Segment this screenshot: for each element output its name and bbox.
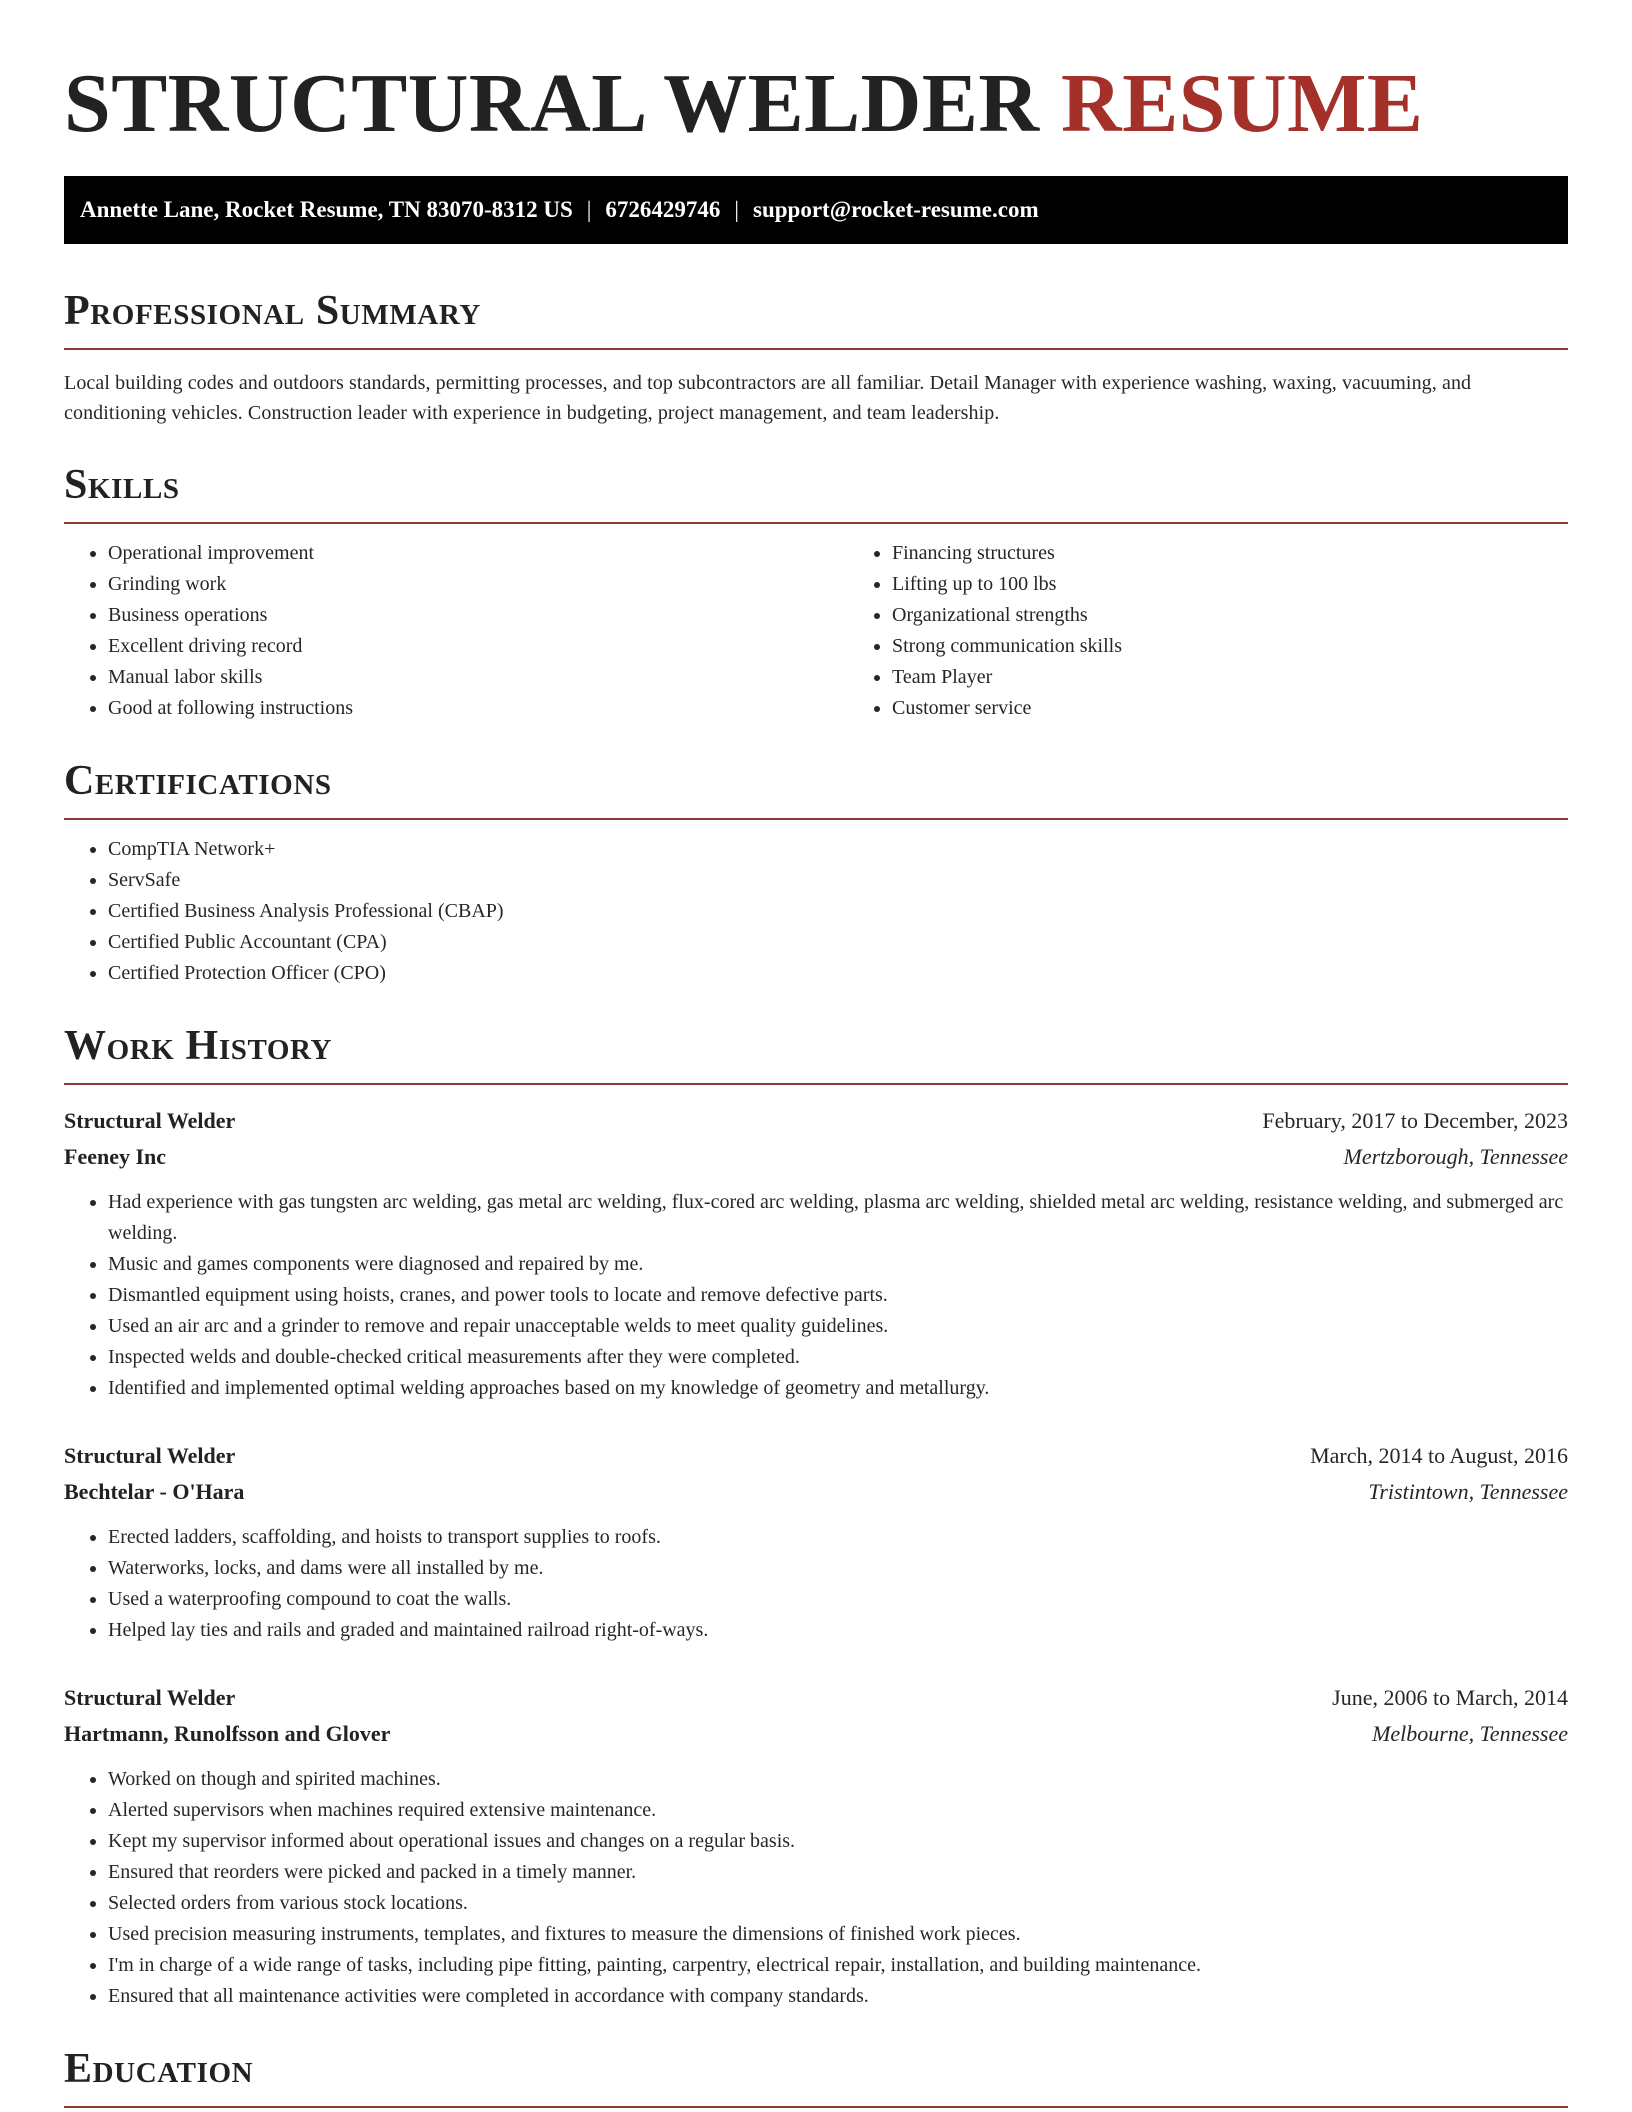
list-item: • Team Player: [892, 662, 1612, 693]
list-item: • Business operations: [108, 600, 848, 631]
job-header-row: [64, 1680, 1568, 1716]
list-item: • Good at following instructions: [108, 693, 848, 724]
job-dates: March, 2014 to August, 2016: [1310, 1443, 1568, 1468]
work-history-heading: Work History: [64, 1019, 1568, 1085]
title-main: STRUCTURAL WELDER: [64, 57, 1040, 150]
job-company: Feeney Inc: [64, 1144, 167, 1169]
skills-list-left: [64, 538, 848, 724]
list-item: • Dismantled equipment using hoists, cranes, and power tools to locate and remove defective parts.: [108, 1280, 1568, 1311]
contact-phone[interactable]: 6726429746: [605, 197, 721, 222]
list-item: • Grinding work: [108, 569, 848, 600]
list-item: • Kept my supervisor informed about operational issues and changes on a regular basis.: [108, 1826, 1568, 1857]
job-entry: [64, 1103, 1568, 1404]
list-item: • Helped lay ties and rails and graded and maintained railroad right-of-ways.: [108, 1615, 1568, 1646]
list-item: • Financing structures: [892, 538, 1612, 569]
skills-list-right: [848, 538, 1612, 724]
list-item: • Used an air arc and a grinder to remove and repair unacceptable welds to meet quality guidelines.: [108, 1311, 1568, 1342]
list-item: • Music and games components were diagnosed and repaired by me.: [108, 1249, 1568, 1280]
job-company: Hartmann, Runolfsson and Glover: [64, 1721, 391, 1746]
job-duties-list: [64, 1187, 1568, 1404]
job-entry: [64, 1438, 1568, 1646]
list-item: • Had experience with gas tungsten arc welding, gas metal arc welding, flux-cored arc welding, plasma arc welding, shielded metal arc welding, resistance welding, and submerged arc welding.: [108, 1187, 1568, 1249]
list-item: • Organizational strengths: [892, 600, 1612, 631]
list-item: • Identified and implemented optimal welding approaches based on my knowledge of geometry and metallurgy.: [108, 1373, 1568, 1404]
list-item: • Selected orders from various stock locations.: [108, 1888, 1568, 1919]
job-title: Structural Welder: [64, 1108, 236, 1133]
title-accent: RESUME: [1061, 57, 1424, 150]
list-item: • Lifting up to 100 lbs: [892, 569, 1612, 600]
job-company: Bechtelar - O'Hara: [64, 1479, 245, 1504]
list-item: • Certified Business Analysis Professional (CBAP): [108, 896, 1568, 927]
list-item: • Strong communication skills: [892, 631, 1612, 662]
list-item: • Worked on though and spirited machines.: [108, 1764, 1568, 1795]
job-duties-list: [64, 1764, 1568, 2012]
skills-heading: Skills: [64, 458, 1568, 524]
job-location: Mertzborough, Tennessee: [1343, 1144, 1568, 1169]
list-item: • Excellent driving record: [108, 631, 848, 662]
list-item: • Ensured that reorders were picked and packed in a timely manner.: [108, 1857, 1568, 1888]
list-item: • Certified Public Accountant (CPA): [108, 927, 1568, 958]
contact-bar: [64, 176, 1568, 244]
job-company-row: [64, 1716, 1568, 1752]
skills-columns: [64, 524, 1568, 724]
job-location: Melbourne, Tennessee: [1372, 1721, 1568, 1746]
job-list: [64, 1103, 1568, 2012]
job-company-row: [64, 1139, 1568, 1175]
list-item: • Ensured that all maintenance activities were completed in accordance with company standards.: [108, 1981, 1568, 2012]
job-header-row: [64, 1103, 1568, 1139]
list-item: • CompTIA Network+: [108, 834, 1568, 865]
job-entry: [64, 1680, 1568, 2012]
certifications-list: [64, 834, 1568, 989]
list-item: • Erected ladders, scaffolding, and hoists to transport supplies to roofs.: [108, 1522, 1568, 1553]
education-heading: Education: [64, 2042, 1568, 2108]
job-title: Structural Welder: [64, 1443, 236, 1468]
job-header-row: [64, 1438, 1568, 1474]
certifications-heading: Certifications: [64, 754, 1568, 820]
summary-heading: Professional Summary: [64, 284, 1568, 350]
list-item: • Certified Protection Officer (CPO): [108, 958, 1568, 989]
job-company-row: [64, 1474, 1568, 1510]
job-duties-list: [64, 1522, 1568, 1646]
list-item: • Operational improvement: [108, 538, 848, 569]
certifications-section: [64, 754, 1568, 989]
contact-address: Annette Lane, Rocket Resume, TN 83070-8312 US: [80, 197, 573, 222]
list-item: • Used a waterproofing compound to coat the walls.: [108, 1584, 1568, 1615]
work-history-section: [64, 1019, 1568, 2012]
education-section: [64, 2042, 1568, 2108]
contact-separator: |: [734, 197, 739, 222]
job-title: Structural Welder: [64, 1685, 236, 1710]
list-item: • Inspected welds and double-checked critical measurements after they were completed.: [108, 1342, 1568, 1373]
list-item: • Customer service: [892, 693, 1612, 724]
skills-section: [64, 458, 1568, 724]
list-item: • Alerted supervisors when machines required extensive maintenance.: [108, 1795, 1568, 1826]
list-item: • ServSafe: [108, 865, 1568, 896]
list-item: • I'm in charge of a wide range of tasks, including pipe fitting, painting, carpentry, electrical repair, installation, and building maintenance.: [108, 1950, 1568, 1981]
summary-text: Local building codes and outdoors standards, permitting processes, and top subcontractors are all familiar. Detail Manager with experience washing, waxing, vacuuming, and conditioning vehicles. Construction leader with experience in budgeting, project management, and team leadership.: [64, 372, 1472, 424]
list-item: • Manual labor skills: [108, 662, 848, 693]
contact-separator: |: [586, 197, 592, 222]
summary-section: [64, 284, 1568, 428]
contact-email[interactable]: support@rocket-resume.com: [753, 197, 1039, 222]
list-item: • Used precision measuring instruments, templates, and fixtures to measure the dimensions of finished work pieces.: [108, 1919, 1568, 1950]
job-dates: June, 2006 to March, 2014: [1332, 1685, 1568, 1710]
job-location: Tristintown, Tennessee: [1368, 1479, 1568, 1504]
resume-title: [64, 0, 1568, 154]
list-item: • Waterworks, locks, and dams were all installed by me.: [108, 1553, 1568, 1584]
job-dates: February, 2017 to December, 2023: [1262, 1108, 1568, 1133]
